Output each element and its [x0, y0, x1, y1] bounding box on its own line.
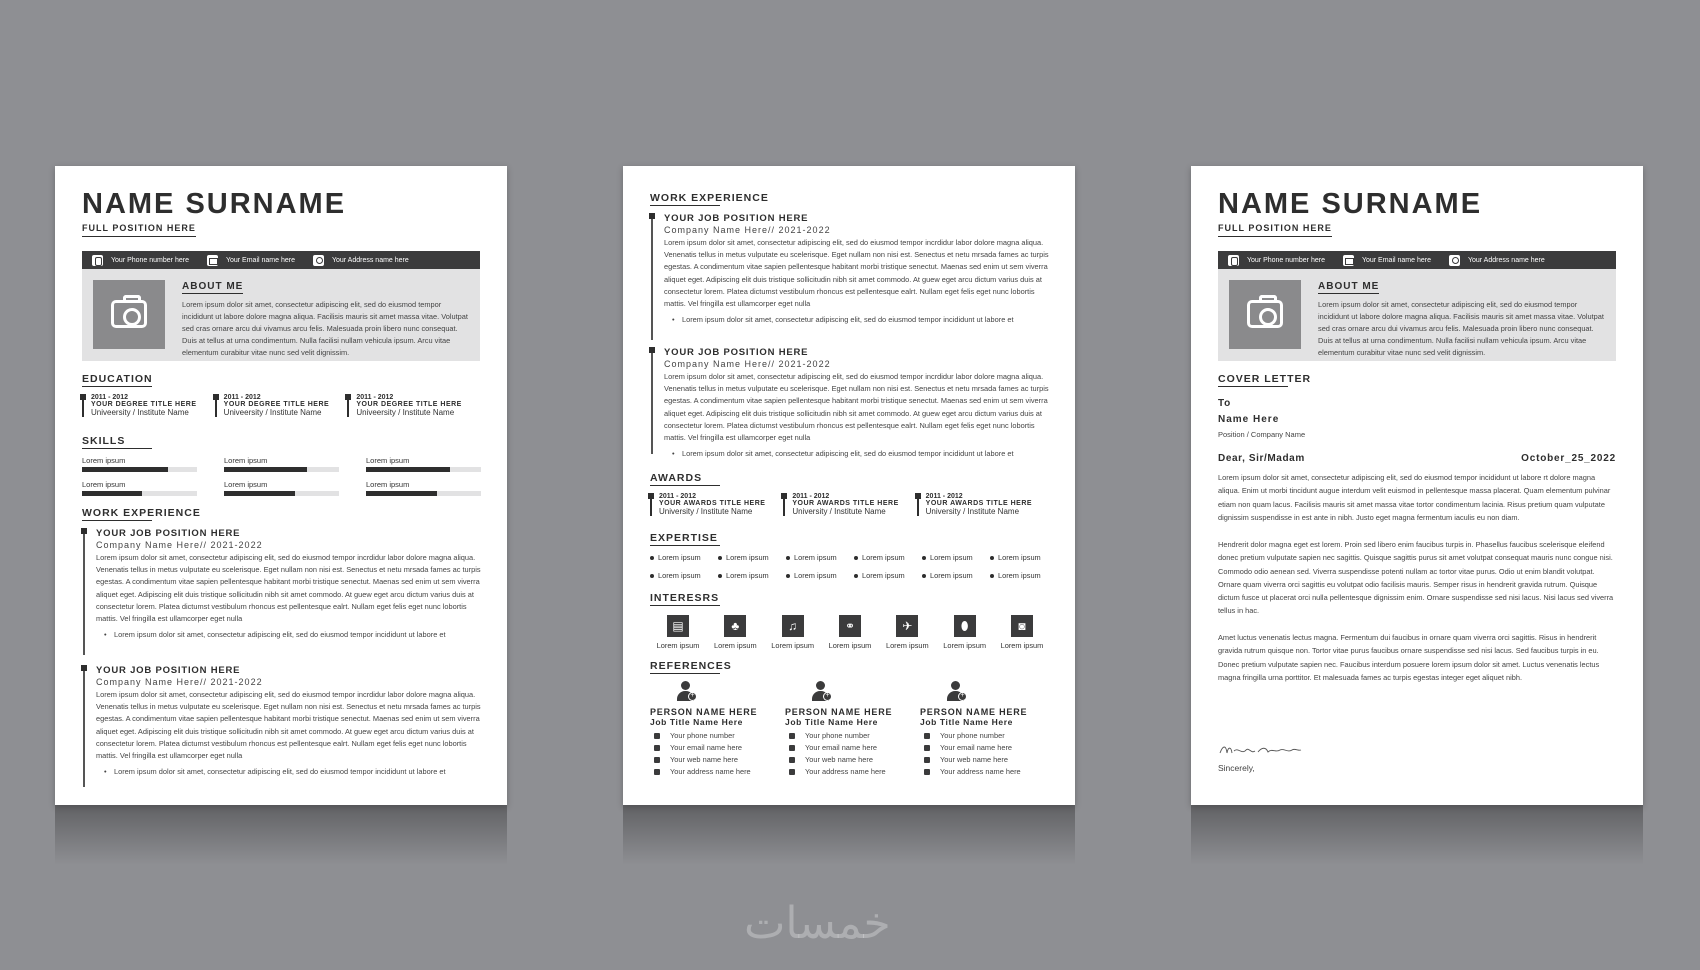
camera-icon: [1247, 300, 1283, 328]
resume-page: [55, 166, 507, 805]
education-date: 2011 - 2012: [91, 394, 128, 401]
reference-phone-text: Your phone number: [940, 731, 1005, 740]
award-date: 2011 - 2012: [792, 493, 830, 500]
page-reflection: [1191, 805, 1643, 865]
expertise-item: Lorem ipsum: [650, 553, 718, 562]
education-title: YOUR DEGREE TITLE HERE: [91, 401, 197, 408]
skill-label: Lorem ipsum: [82, 480, 126, 489]
references-list: [650, 681, 1050, 778]
contact-phone: [92, 255, 189, 266]
about-heading: ABOUT ME: [182, 281, 244, 292]
education-item: [82, 394, 215, 417]
cover-paragraph: Hendrerit dolor magna eget est lorem. Proin sed libero enim faucibus turpis in. Phasellus faucibus scelerisque eleifend donec pretium vulputate sapien nec sagittis. Quisque sagittis purus sit amet volutpat consequat mauris nunc congue nisi. Commodo odio aenean sed. Viverra suspendisse potenti nullam ac tortor vitae purus. Odio ut enim blandit volutpat. Ornare quam viverra orci sagittis eu volutpat odio facilisis mauris. Semper risus in hendrerit gravida rutrum. Quisque dictum fusce ut placerat orci nulla pellentesque dignissim enim. Ornare suspendisse sed nisi lacus. Nisi lacus sed viverra tellus in hac.: [1218, 540, 1614, 616]
about-section: [1218, 269, 1616, 361]
expertise-item: Lorem ipsum: [922, 553, 990, 562]
reference-email-text: Your email name here: [805, 743, 878, 752]
interest-item: [707, 615, 763, 650]
skill-label: Lorem ipsum: [82, 456, 126, 465]
skill-bar: [366, 491, 481, 496]
timeline-line: [83, 528, 85, 655]
cover-paragraph: Lorem ipsum dolor sit amet, consectetur adipiscing elit, sed do eiusmod tempor incididunt ut labore rt dolore magna aliqua. Enim ut morbi tincidunt augue interdum velit euismod in pellentesque massa placerat. Quam elementum pulvinar etiam non quam lacus. Facilisis mauris sit amet massa vitae tortor condimentum lacinia. Risus pretium quam vulputate dignissim suspendisse in est ante in nibh. Justo eget magna fermentum iaculis eu non diam.: [1218, 473, 1611, 522]
reference-web-text: Your web name here: [940, 755, 1008, 764]
skill-label: Lorem ipsum: [224, 456, 268, 465]
phone-text: Your Phone number here: [1247, 256, 1325, 264]
skill-fill: [224, 467, 307, 472]
award-item: [917, 493, 1050, 516]
reference-web-text: Your web name here: [670, 755, 738, 764]
mail-icon: [207, 255, 218, 266]
reference-email: [785, 742, 915, 754]
skill-label: Lorem ipsum: [366, 480, 410, 489]
contact-bar: [82, 251, 480, 269]
closing: Sincerely,: [1218, 763, 1255, 773]
job-bullet: • Lorem ipsum dolor sit amet, consectetur adipiscing elit, sed do eiusmod tempor incididunt ut labore et: [664, 449, 1050, 458]
reference-item: [920, 681, 1050, 778]
cover-letter-page: [1191, 166, 1643, 805]
award-title: YOUR AWARDS TITLE HERE: [925, 500, 1033, 507]
cover-paragraph: Amet luctus venenatis lectus magna. Fermentum dui faucibus in ornare quam viverra orci sagittis. Risus in hendrerit gravida rutrum quisque non. Tortor vitae purus faucibus ornare suspendisse sed nisi lacus. Sed faucibus turpis in eu. Donec pretium vulputate sapien nec. Faucibus interdum posuere lorem ipsum dolor sit amet. Luctus venenatis lectus magna fringilla urna porttitor. Et malesuada fames ac turpis egestas integer eget aliquet nibh.: [1218, 633, 1600, 682]
expertise-item: Lorem ipsum: [854, 553, 922, 562]
skill-bar: [224, 467, 339, 472]
skill-item: [224, 456, 339, 472]
interests-list: [650, 615, 1050, 650]
expertise-list: [650, 553, 1050, 580]
globe-icon: [654, 757, 660, 763]
education-date: 2011 - 2012: [356, 394, 394, 401]
education-item: [215, 394, 348, 417]
watermark-logo: خمسات: [744, 898, 891, 949]
interest-label: Lorem ipsum: [1000, 641, 1044, 650]
skill-label: Lorem ipsum: [224, 480, 268, 489]
award-date: 2011 - 2012: [925, 493, 963, 500]
skill-bar: [82, 491, 197, 496]
awards-heading: AWARDS: [650, 472, 703, 484]
job-description: Lorem ipsum dolor sit amet, consectetur adipiscing elit, sed do eiusmod tempor incrdidur labor dolore magna aliqua. Venenatis tellus in metus vulputate eu scelerisque. Eget nullam non nisi est. Senectus et netu mrsada fames ac turpis egestas. A condimentum vitae sapien pellentesque habitant morbi tristique senectut. Maenas sed enim ut sem viverra aliquet eget. Adipiscing elit duis tristique sollicitudin nibh sit amet commodo. At guew eget arcu dictum varius duis at consectetur lorem. Platea dictumst vestibulum rhoncus est pellentesque ealrt. Nullam eget felis eget nunc lobortis mattis. Vel fringilla est ullamcorper eget nulla: [96, 690, 481, 761]
job-entry: [82, 528, 482, 639]
reference-name: PERSON NAME HERE: [920, 707, 1028, 717]
skill-fill: [82, 467, 168, 472]
interest-item: [822, 615, 878, 650]
reference-title: Job Title Name Here: [785, 717, 878, 727]
reference-web: [650, 754, 780, 766]
reference-phone: [785, 730, 915, 742]
job-bullet: • Lorem ipsum dolor sit amet, consectetur adipiscing elit, sed do eiusmod tempor incididunt ut labore et: [96, 630, 482, 639]
about-text: Lorem ipsum dolor sit amet, consectetur adipiscing elit, sed do eiusmod tempor incididunt ut labore dolore magna aliqua. Facilisis mauris sit amet massa vitae. Volutpat sed cras ornare arcu dui vivamus arcu felis. Malesuada proin libero nunc consequat. Duis at tellus at urna condimentum. Nulla facilisi nullam vehicula ipsum. Arcu vitae elementum curabitur vitae nunc sed velit dignissim.: [182, 300, 468, 357]
reference-phone-text: Your phone number: [670, 731, 735, 740]
job-company: Company Name Here// 2021-2022: [96, 677, 263, 687]
education-list: [82, 394, 480, 417]
reference-web: [785, 754, 915, 766]
location-icon: [654, 769, 660, 775]
position-title: FULL POSITION HERE: [82, 223, 196, 237]
contact-address: [313, 255, 409, 266]
interest-item: [994, 615, 1050, 650]
award-institute: University / Institute Name: [792, 507, 886, 516]
job-company: Company Name Here// 2021-2022: [664, 225, 831, 235]
reference-item: [650, 681, 780, 778]
expertise-item: Lorem ipsum: [922, 571, 990, 580]
address-text: Your Address name here: [331, 256, 409, 264]
photo-placeholder: [1229, 280, 1301, 349]
position-title: FULL POSITION HERE: [1218, 223, 1332, 237]
interest-label: Lorem ipsum: [885, 641, 929, 650]
award-title: YOUR AWARDS TITLE HERE: [792, 500, 899, 507]
phone-icon: [1228, 255, 1239, 266]
award-institute: University / Institute Name: [659, 507, 753, 516]
phone-icon: [92, 255, 103, 266]
book-icon: ▤: [667, 615, 689, 637]
camera-icon: [111, 300, 147, 328]
education-institute: Univeersity / Institute Name: [91, 408, 189, 417]
about-text: Lorem ipsum dolor sit amet, consectetur adipiscing elit, sed do eiusmod tempor incididunt ut labore dolore magna aliqua. Facilisis mauris sit amet massa vitae. Volutpat sed cras ornare arcu dui vivamus arcu felis. Malesuada proin libero nunc consequat. Duis at tellus at urna condimentum. Nulla facilisi nullam vehicula ipsum. Arcu vitae elementum curabitur vitae nunc sed velit dignissim.: [1318, 300, 1604, 357]
expertise-item: Lorem ipsum: [718, 571, 786, 580]
interest-item: [937, 615, 993, 650]
job-company: Company Name Here// 2021-2022: [664, 359, 831, 369]
reference-address-text: Your address name here: [670, 767, 751, 776]
interest-item: [650, 615, 706, 650]
skill-item: [224, 480, 339, 496]
page-reflection: [55, 805, 507, 865]
contact-email: [1343, 255, 1431, 266]
football-icon: ⬮: [954, 615, 976, 637]
recipient-name: Name Here: [1218, 414, 1280, 425]
references-heading: REFERENCES: [650, 660, 732, 672]
job-company: Company Name Here// 2021-2022: [96, 540, 263, 550]
contact-address: [1449, 255, 1545, 266]
reference-email: [920, 742, 1050, 754]
expertise-item: Lorem ipsum: [990, 571, 1058, 580]
job-description: Lorem ipsum dolor sit amet, consectetur adipiscing elit, sed do eiusmod tempor incrdidur labor dolore magna aliqua. Venenatis tellus in metus vulputate eu scelerisque. Eget nullam non nisi est. Senectus et netu mrsada fames ac turpis egestas. A condimentum vitae sapien pellentesque habitant morbi tristique senectut. Maenas sed enim ut sem viverra aliquet eget. Adipiscing elit duis tristique sollicitudin nibh sit amet commodo. At guew eget arcu dictum varius duis at consectetur lorem. Platea dictumst vestibulum rhoncus est pellentesque ealrt. Nullam eget felis eget nunc lobortis mattis. Vel fringilla est ullamcorper eget nulla: [664, 238, 1049, 309]
skill-fill: [82, 491, 142, 496]
reference-title: Job Title Name Here: [650, 717, 743, 727]
name-title: NAME SURNAME: [82, 188, 347, 220]
salutation: Dear, Sir/Madam: [1218, 453, 1305, 464]
skill-item: [82, 480, 197, 496]
award-title: YOUR AWARDS TITLE HERE: [659, 500, 766, 507]
education-date: 2011 - 2012: [223, 394, 261, 401]
location-icon: [313, 255, 324, 266]
signature-text: Name Surname: [1218, 741, 1226, 742]
person-add-icon: +: [676, 681, 694, 703]
timeline-line: [651, 213, 653, 340]
mail-icon: [924, 745, 930, 751]
reference-name: PERSON NAME HERE: [650, 707, 758, 717]
timeline-line: [651, 347, 653, 454]
letter-date: October_25_2022: [1521, 453, 1616, 464]
job-description: Lorem ipsum dolor sit amet, consectetur adipiscing elit, sed do eiusmod tempor incrdidur labor dolore magna aliqua. Venenatis tellus in metus vulputate eu scelerisque. Eget nullam non nisi est. Senectus et netu mrsada fames ac turpis egestas. A condimentum vitae sapien pellentesque habitant morbi tristique senectut. Maenas sed enim ut sem viverra aliquet eget. Adipiscing elit duis tristique sollicitudin nibh sit amet commodo. At guew eget arcu dictum varius duis at consectetur lorem. Platea dictumst vestibulum rhoncus est pellentesque ealrt. Nullam eget felis eget nunc lobortis mattis. Vel fringilla est ullamcorper eget nulla: [96, 553, 481, 624]
person-add-icon: +: [811, 681, 829, 703]
photo-placeholder: [93, 280, 165, 349]
contact-email: [207, 255, 295, 266]
job-position: YOUR JOB POSITION HERE: [664, 347, 809, 358]
mail-icon: [789, 745, 795, 751]
expertise-item: Lorem ipsum: [650, 571, 718, 580]
expertise-item: Lorem ipsum: [718, 553, 786, 562]
interest-label: Lorem ipsum: [828, 641, 872, 650]
job-description: Lorem ipsum dolor sit amet, consectetur adipiscing elit, sed do eiusmod tempor incrdidur labor dolore magna aliqua. Venenatis tellus in metus vulputate eu scelerisque. Eget nullam non nisi est. Senectus et netu mrsada fames ac turpis egestas. A condimentum vitae sapien pellentesque habitant morbi tristique senectut. Maenas sed enim ut sem viverra aliquet eget. Adipiscing elit duis tristique sollicitudin nibh sit amet commodo. At guew eget arcu dictum varius duis at consectetur lorem. Platea dictumst vestibulum rhoncus est pellentesque ealrt. Nullam eget felis eget nunc lobortis mattis. Vel fringilla est ullamcorper eget nulla: [664, 372, 1049, 443]
reference-address-text: Your address name here: [805, 767, 886, 776]
about-heading: ABOUT ME: [1318, 281, 1380, 292]
reference-phone-text: Your phone number: [805, 731, 870, 740]
phone-text: Your Phone number here: [111, 256, 189, 264]
globe-icon: [789, 757, 795, 763]
phone-icon: [924, 733, 930, 739]
reference-address-text: Your address name here: [940, 767, 1021, 776]
interest-label: Lorem ipsum: [656, 641, 700, 650]
timeline-line: [83, 665, 85, 787]
globe-icon: [924, 757, 930, 763]
signature: [1218, 741, 1303, 757]
skills-list: [82, 456, 480, 496]
skill-bar: [366, 467, 481, 472]
phone-icon: [789, 733, 795, 739]
reference-phone: [920, 730, 1050, 742]
award-institute: University / Institute Name: [925, 507, 1020, 516]
person-add-icon: +: [946, 681, 964, 703]
tree-icon: ♣: [724, 615, 746, 637]
expertise-item: Lorem ipsum: [990, 553, 1058, 562]
reference-title: Job Title Name Here: [920, 717, 1013, 727]
email-text: Your Email name here: [225, 256, 295, 264]
award-item: [783, 493, 916, 516]
plane-icon: ✈: [896, 615, 918, 637]
resume-page-2: [623, 166, 1075, 805]
expertise-heading: EXPERTISE: [650, 532, 718, 544]
work-heading: WORK EXPERIENCE: [650, 192, 769, 204]
skill-bar: [224, 491, 339, 496]
awards-list: [650, 493, 1050, 516]
reference-phone: [650, 730, 780, 742]
job-position: YOUR JOB POSITION HERE: [96, 528, 241, 539]
bicycle-icon: ⚭: [839, 615, 861, 637]
interest-label: Lorem ipsum: [943, 641, 986, 650]
phone-icon: [654, 733, 660, 739]
job-bullet: • Lorem ipsum dolor sit amet, consectetur adipiscing elit, sed do eiusmod tempor incididunt ut labore et: [96, 767, 482, 776]
contact-bar: [1218, 251, 1616, 269]
education-title: YOUR DEGREE TITLE HERE: [223, 401, 330, 408]
reference-item: [785, 681, 915, 778]
about-section: [82, 269, 480, 361]
interests-heading: INTERESRS: [650, 592, 720, 604]
contact-phone: [1228, 255, 1325, 266]
location-icon: [1449, 255, 1460, 266]
reference-web: [920, 754, 1050, 766]
skills-heading: SKILLS: [82, 435, 126, 447]
skill-item: [366, 456, 481, 472]
mail-icon: [654, 745, 660, 751]
skill-fill: [366, 467, 450, 472]
skill-bar: [82, 467, 197, 472]
skill-item: [366, 480, 481, 496]
interest-label: Lorem ipsum: [713, 641, 757, 650]
education-institute: Univeersity / Institute Name: [356, 408, 455, 417]
skill-fill: [366, 491, 437, 496]
expertise-item: Lorem ipsum: [786, 571, 854, 580]
page-reflection: [623, 805, 1075, 865]
cover-letter-heading: COVER LETTER: [1218, 373, 1312, 385]
reference-web-text: Your web name here: [805, 755, 873, 764]
work-heading: WORK EXPERIENCE: [82, 507, 201, 519]
job-bullet: • Lorem ipsum dolor sit amet, consectetur adipiscing elit, sed do eiusmod tempor incididunt ut labore et: [664, 315, 1050, 324]
recipient-position: Position / Company Name: [1218, 430, 1306, 439]
interest-label: Lorem ipsum: [771, 641, 815, 650]
education-item: [347, 394, 480, 417]
cover-to: To: [1218, 398, 1232, 409]
job-entry: [650, 347, 1050, 458]
job-position: YOUR JOB POSITION HERE: [96, 665, 241, 676]
mail-icon: [1343, 255, 1354, 266]
education-heading: EDUCATION: [82, 373, 153, 385]
award-date: 2011 - 2012: [659, 493, 696, 500]
expertise-item: Lorem ipsum: [854, 571, 922, 580]
location-icon: [789, 769, 795, 775]
job-position: YOUR JOB POSITION HERE: [664, 213, 809, 224]
skill-item: [82, 456, 197, 472]
job-entry: [650, 213, 1050, 324]
music-icon: ♫: [782, 615, 804, 637]
address-text: Your Address name here: [1467, 256, 1545, 264]
reference-address: [920, 766, 1050, 778]
reference-email-text: Your email name here: [940, 743, 1013, 752]
reference-email: [650, 742, 780, 754]
education-title: YOUR DEGREE TITLE HERE: [356, 401, 462, 408]
reference-email-text: Your email name here: [670, 743, 743, 752]
location-icon: [924, 769, 930, 775]
skill-fill: [224, 491, 295, 496]
award-item: [650, 493, 783, 516]
camera-icon: ◙: [1011, 615, 1033, 637]
interest-item: [879, 615, 935, 650]
job-entry: [82, 665, 482, 776]
education-institute: Univeersity / Institute Name: [223, 408, 322, 417]
interest-item: [765, 615, 821, 650]
expertise-item: Lorem ipsum: [786, 553, 854, 562]
name-title: NAME SURNAME: [1218, 188, 1483, 220]
reference-address: [650, 766, 780, 778]
skill-label: Lorem ipsum: [366, 456, 410, 465]
email-text: Your Email name here: [1361, 256, 1431, 264]
reference-name: PERSON NAME HERE: [785, 707, 893, 717]
reference-address: [785, 766, 915, 778]
